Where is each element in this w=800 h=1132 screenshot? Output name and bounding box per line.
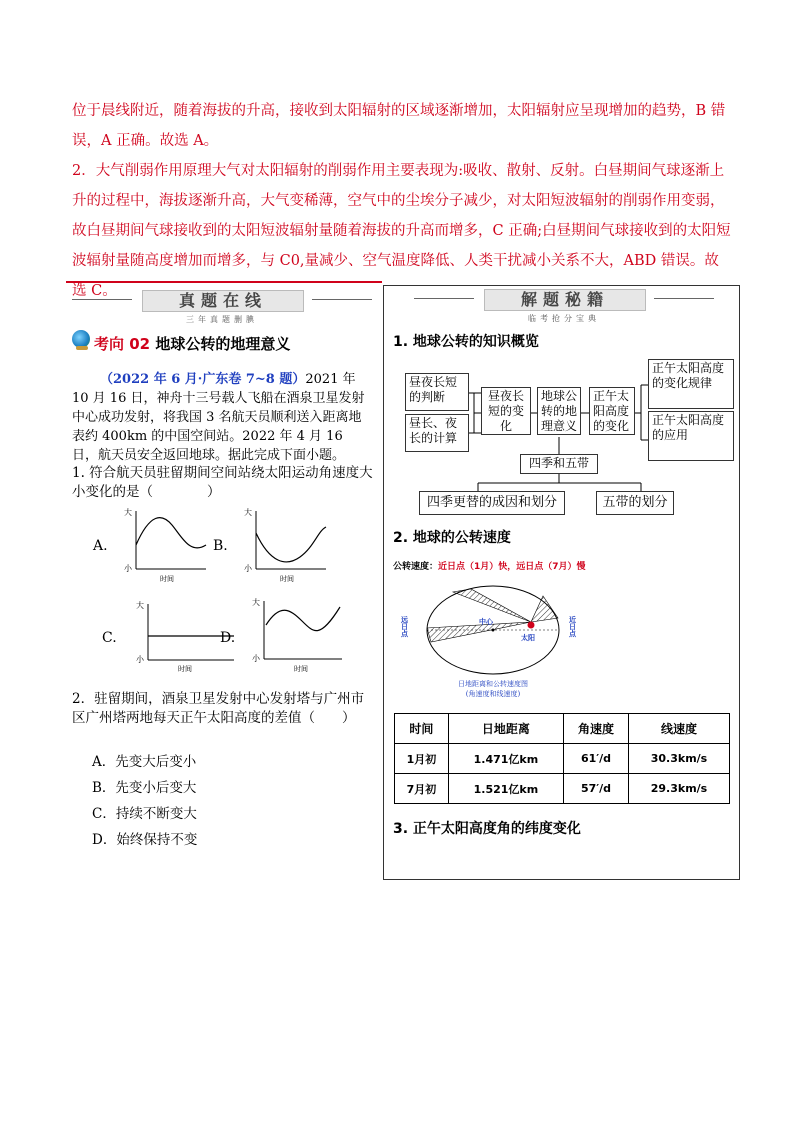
near-point-label: 近日点: [568, 616, 578, 637]
speed-note-label: 公转速度：: [393, 562, 439, 572]
option-d-label[interactable]: D.: [220, 630, 236, 646]
chart-option-b[interactable]: [238, 505, 330, 585]
banner-line-right: [654, 298, 714, 299]
axis-big-label: 大: [136, 601, 144, 610]
question-1: 1. 符合航天员驻留期间空间站绕太阳运动角速度大小变化的是（ ）: [72, 465, 373, 500]
concept-day-night-calc: 昼长、夜长的计算: [405, 414, 469, 452]
option-c-label[interactable]: C.: [102, 630, 117, 646]
choice-a[interactable]: A．先变大后变小: [92, 754, 197, 770]
question-2: 2．驻留期间，酒泉卫星发射中心发射塔与广州市区广州塔两地每天正午太阳高度的差值（ ）: [72, 691, 365, 726]
concept-noon-sun-change: 正午太阳高度的变化: [589, 387, 635, 435]
question-source: （2022 年 6 月·广东卷 7~8 题）: [100, 372, 306, 387]
banner-line-left: [72, 299, 132, 300]
choice-b[interactable]: B．先变小后变大: [92, 780, 197, 796]
chart-option-d[interactable]: [246, 595, 346, 675]
answer-explanation: [72, 96, 732, 306]
axis-big-label: 大: [124, 508, 132, 517]
concept-zones-division: 五带的划分: [596, 491, 674, 515]
col-distance: 日地距离: [448, 714, 563, 744]
cell: 7月初: [395, 774, 449, 804]
speed-note: [393, 559, 586, 572]
choice-d[interactable]: D．始终保持不变: [92, 832, 198, 848]
explanation-line-2: 2．大气削弱作用原理大气对太阳辐射的削弱作用主要表现为:吸收、散射、反射。白昼期间气球逐渐上升的过程中，海拔逐渐升高，大气变稀薄，空气中的尘埃分子减少，对太阳短波辐射的削弱作用变弱，故白昼期间气球接收到的太阳短波辐射量随着海拔的升高而增多，C 正确;白昼期间气球接收到的太阳短波辐射量随高度增加而增多，与 C0,量减少、空气温度降低、人类干扰减小关系不大，ABD 错误。故选 C。: [72, 163, 731, 299]
globe-stand-icon: [76, 346, 88, 350]
question-intro: [72, 370, 372, 465]
chart-option-c[interactable]: [128, 598, 238, 674]
cell: 61′/d: [564, 744, 629, 774]
cell: 1.521亿km: [448, 774, 563, 804]
banner-title: 真题在线: [142, 290, 304, 312]
explanation-line-1: 位于晨线附近，随着海拔的升高，接收到太阳辐射的区域逐渐增加，太阳辐射应呈现增加的趋势，B 错误，A 正确。故选 A。: [72, 103, 726, 149]
concept-revolution-meaning: 地球公转的地理意义: [537, 387, 581, 435]
sector-near: [531, 596, 558, 622]
orbit-speed-diagram: [393, 578, 593, 706]
option-b-label[interactable]: B.: [213, 538, 228, 554]
cell: 30.3km/s: [629, 744, 730, 774]
axis-small-label: 小: [124, 564, 132, 573]
banner-subtitle: 临考抢分宝典: [528, 314, 600, 323]
heading-text: 地球公转的地理意义: [155, 335, 291, 353]
sun-icon: [528, 622, 535, 629]
cell: 1月初: [395, 744, 449, 774]
table-header-row: [395, 714, 730, 744]
axis-big-label: 大: [252, 598, 260, 607]
section-heading: [94, 333, 290, 354]
speed-note-text: 近日点（1月）快，远日点（7月）慢: [438, 562, 586, 572]
concept-seasons-cause: 四季更替的成因和划分: [419, 491, 565, 515]
diagram-caption: 日地距离和公转速度图: [458, 680, 528, 688]
far-point-label: 远日点: [400, 616, 410, 637]
concept-day-night-judgement: 昼夜长短的判断: [405, 373, 469, 411]
heading-tag: 考向 02: [94, 335, 151, 353]
tips-heading-3: 3. 正午太阳高度角的纬度变化: [393, 821, 581, 837]
concept-noon-sun-application: 正午太阳高度的应用: [648, 411, 734, 461]
table-row: [395, 744, 730, 774]
left-banner: [72, 288, 372, 328]
axis-big-label: 大: [244, 508, 252, 517]
concept-noon-sun-rule: 正午太阳高度的变化规律: [648, 359, 734, 409]
intro-text: 2021 年 10 月 16 日，神舟十三号载人飞船在酒泉卫星发射中心成功发射，将我国 3 名航天员顺利送入距离地表约 400km 的中国空间站。2022 年 4 月 16 日，航天员安全返回地球。据此完成下面小题。: [72, 372, 365, 463]
axis-time-label: 时间: [178, 665, 192, 673]
concept-seasons-zones: 四季和五带: [520, 454, 598, 474]
curve-a: [136, 518, 206, 548]
banner-subtitle: 三年真题删腆: [186, 315, 258, 324]
col-linear-speed: 线速度: [629, 714, 730, 744]
center-label: 中心: [479, 617, 493, 626]
axis-time-label: 时间: [294, 665, 308, 673]
curve-b: [256, 527, 326, 562]
banner-line-left: [414, 298, 474, 299]
diagram-caption-sub: (角速度和线速度): [465, 690, 521, 698]
revolution-speed-table: [394, 713, 730, 804]
choice-c[interactable]: C．持续不断变大: [92, 806, 197, 822]
option-a-label[interactable]: A.: [93, 538, 108, 554]
red-divider: [66, 281, 382, 283]
axis-small-label: 小: [136, 655, 144, 664]
concept-day-night-change: 昼夜长短的变化: [481, 387, 531, 435]
tips-heading-2: 2. 地球的公转速度: [393, 530, 511, 546]
col-angular-speed: 角速度: [564, 714, 629, 744]
banner-title: 解题秘籍: [484, 289, 646, 311]
sun-label: 太阳: [521, 633, 535, 642]
axis-time-label: 时间: [280, 575, 294, 583]
curve-d: [266, 607, 340, 631]
cell: 29.3km/s: [629, 774, 730, 804]
col-time: 时间: [395, 714, 449, 744]
chart-option-a[interactable]: [118, 505, 210, 585]
axis-small-label: 小: [244, 564, 252, 573]
table-row: [395, 774, 730, 804]
banner-line-right: [312, 299, 372, 300]
cell: 1.471亿km: [448, 744, 563, 774]
axis-small-label: 小: [252, 654, 260, 663]
axis-time-label: 时间: [160, 575, 174, 583]
right-banner: [414, 287, 714, 327]
tips-heading-1: 1. 地球公转的知识概览: [393, 334, 539, 350]
cell: 57′/d: [564, 774, 629, 804]
